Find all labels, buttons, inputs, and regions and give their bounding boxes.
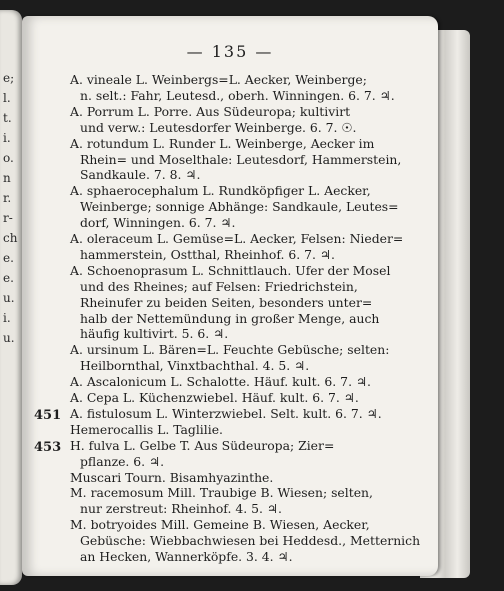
entry-continuation-line: Rhein= und Moselthale: Leutesdorf, Hammerstein, (80, 151, 402, 167)
entry-continuation-line: Rheinufer zu beiden Seiten, besonders unter= (80, 294, 373, 310)
entry-line: M. racemosum Mill. Traubige B. Wiesen; selten, (70, 485, 373, 501)
entry-line: A. ursinum L. Bären=L. Feuchte Gebüsche; selten: (70, 342, 390, 358)
entry-continuation-line: Heilbornthal, Vinxtbachthal. 4. 5. ♃. (80, 358, 310, 374)
entry-line: H. fulva L. Gelbe T. Aus Südeuropa; Zier= (70, 437, 335, 453)
left-page-fragment: t. (3, 111, 12, 125)
entry-line: Muscari Tourn. Bisamhyazinthe. (70, 469, 274, 485)
left-page-fragment: r- (3, 211, 13, 225)
left-page-fragment: e. (3, 271, 14, 285)
entry-continuation-line: halb der Nettemündung in großer Menge, auch (80, 310, 380, 326)
entry-continuation-line: pflanze. 6. ♃. (80, 453, 165, 469)
left-page-fragment: r. (3, 191, 12, 205)
entry-continuation-line: und verw.: Leutesdorfer Weinberge. 6. 7. ☉. (80, 119, 357, 135)
left-page-fragment: n (3, 171, 11, 185)
entry-continuation-line: dorf, Winningen. 6. 7. ♃. (80, 215, 236, 231)
entry-continuation-line: häufig kultivirt. 5. 6. ♃. (80, 326, 229, 342)
left-page-fragment: u. (3, 331, 15, 345)
left-page-fragment: l. (3, 91, 11, 105)
entry-continuation-line: n. selt.: Fahr, Leutesd., oberh. Winningen. 6. 7. ♃. (80, 87, 395, 103)
entry-continuation-line: hammerstein, Ostthal, Rheinhof. 6. 7. ♃. (80, 246, 335, 262)
left-page-edge (0, 10, 22, 585)
entry-continuation-line: an Hecken, Wannerköpfe. 3. 4. ♃. (80, 549, 293, 564)
entry-line: A. Schoenoprasum L. Schnittlauch. Ufer der Mosel (70, 262, 391, 278)
entry-line: Hemerocallis L. Taglilie. (70, 421, 223, 437)
genus-number: 451 (34, 407, 62, 423)
left-page-fragment: e; (3, 71, 15, 85)
entry-continuation-line: Weinberge; sonnige Abhänge: Sandkaule, Leutes= (80, 199, 399, 215)
page-number: — 135 — (186, 42, 274, 61)
left-page-fragment: i. (3, 131, 11, 145)
entry-continuation-line: Gebüsche: Wiebbachwiesen bei Heddesd., Metternich (80, 533, 421, 549)
entry-line: A. sphaerocephalum L. Rundköpfiger L. Aecker, (70, 183, 371, 199)
entry-line: A. rotundum L. Runder L. Weinberge, Aecker im (70, 135, 375, 151)
genus-number: 453 (34, 439, 62, 455)
entry-line: A. fistulosum L. Winterzwiebel. Selt. kult. 6. 7. ♃. (70, 405, 382, 421)
left-page-fragment: e. (3, 251, 14, 265)
left-page-fragment: u. (3, 291, 15, 305)
left-page-fragment: o. (3, 151, 14, 165)
entry-continuation-line: Sandkaule. 7. 8. ♃. (80, 167, 201, 183)
entry-line: A. Porrum L. Porre. Aus Südeuropa; kultivirt (70, 103, 351, 119)
entry-line: A. oleraceum L. Gemüse=L. Aecker, Felsen: Nieder= (70, 231, 404, 246)
entry-line: A. vineale L. Weinbergs=L. Aecker, Weinberge; (70, 72, 367, 87)
book-page (22, 16, 438, 576)
entry-line: M. botryoides Mill. Gemeine B. Wiesen, Aecker, (70, 517, 370, 533)
entry-line: A. Cepa L. Küchenzwiebel. Häuf. kult. 6. 7. ♃. (70, 390, 359, 405)
left-page-fragment: i. (3, 311, 11, 325)
left-page-fragment: ch (3, 231, 18, 245)
entry-line: A. Ascalonicum L. Schalotte. Häuf. kult. 6. 7. ♃. (70, 374, 371, 390)
entry-continuation-line: und des Rheines; auf Felsen: Friedrichstein, (80, 278, 358, 294)
entry-continuation-line: nur zerstreut: Rheinhof. 4. 5. ♃. (80, 501, 282, 517)
